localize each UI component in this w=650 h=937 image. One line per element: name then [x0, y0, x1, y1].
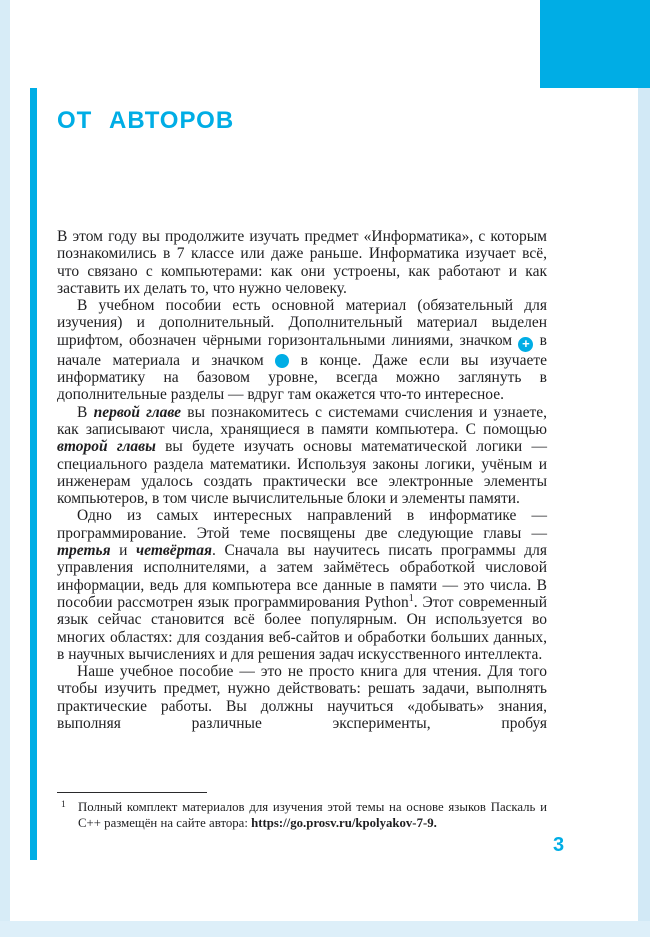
footnote-text: Полный комплект материалов для изучения этой темы на основе языков Паскаль и C++ размещён на сайте автора: https://go.prosv.ru/kpolyakov-7-9.: [78, 800, 547, 830]
section-title: ОТ АВТОРОВ: [57, 107, 235, 134]
superscript-footnote-ref: 1: [408, 592, 414, 604]
emphasized-term: второй главы: [57, 438, 156, 456]
paragraph: Наше учебное пособие — это не просто книга для чтения. Для того чтобы изучить предмет, нужно действовать: решать задачи, выполнять практические работы. Вы должны научиться «добывать» знания, выполняя различные эксперименты, пробуя: [57, 663, 547, 733]
left-accent-rule: [30, 88, 37, 860]
footnote-separator: [57, 792, 207, 793]
plus-circle-icon: +: [518, 337, 533, 352]
paragraph: В учебном пособии есть основной материал (обязательный для изучения) и дополнительный. Дополнительный материал выделен шрифтом, обозначен чёрными горизонтальными линиями, значком + в начале материала и значком в конце. Даже если вы изучаете информатику на базовом уровне, всегда можно заглянуть в дополнительные разделы — вдруг там окажется что-то интересное.: [57, 297, 548, 404]
emphasized-term: третья: [57, 542, 111, 560]
page-edge-right: [638, 0, 650, 937]
bold-text: https://go.prosv.ru/kpolyakov-7-9.: [251, 815, 437, 830]
filled-circle-icon: [275, 354, 289, 368]
page-edge-left: [0, 0, 10, 937]
emphasized-term: первой главе: [93, 403, 182, 421]
paragraph: Одно из самых интересных направлений в информатике — программирование. Этой теме посвящены две следующие главы — третья и четвёртая. Сначала вы научитесь писать программы для управления исполнителями, а затем займётесь обработкой числовой информации, ведь для компьютера все данные в памяти — это числа. В пособии рассмотрен язык программирования Python$^1$. Этот современный язык сейчас становится всё более популярным. Он используется во многих областях: для создания веб-сайтов и обработки больших данных, в научных вычислениях и для решения задач искусственного интеллекта.: [57, 507, 548, 663]
page-number: 3: [553, 834, 565, 856]
page-edge-bottom: [0, 921, 650, 937]
paragraph: В первой главе вы познакомитесь с системами счисления и узнаете, как записывают числа, хранящиеся в памяти компьютера. С помощью второй главы вы будете изучать основы математической логики — специального раздела математики. Используя законы логики, учёным и инженерам удалось создать практически все электронные элементы компьютеров, в том числе вычислительные блоки и элементы памяти.: [57, 403, 548, 508]
top-right-accent-block: [540, 0, 650, 88]
footnote: [57, 800, 547, 831]
emphasized-term: четвёртая: [136, 542, 213, 560]
paragraph: В этом году вы продолжите изучать предмет «Информатика», с которым познакомились в 7 классе или даже раньше. Информатика изучает всё, что связано с компьютерами: как они устроены, как работают и как заставить их делать то, что нужно человеку.: [57, 228, 547, 297]
footnote-marker: 1: [61, 800, 66, 810]
body-text: [57, 228, 547, 732]
